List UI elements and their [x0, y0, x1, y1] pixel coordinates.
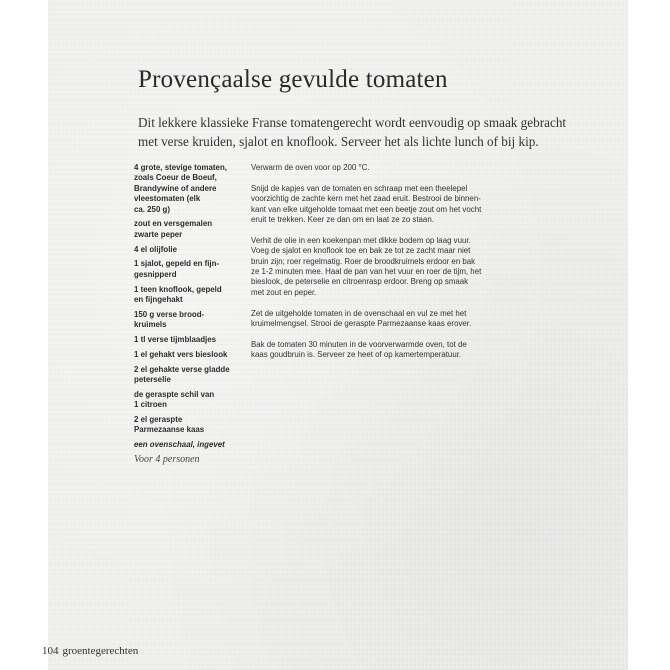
method-step	[251, 236, 571, 298]
method-line: kaas goudbruin is. Serveer ze heet of op kamertemperatuur.	[251, 350, 462, 360]
ingredient-item	[134, 259, 264, 280]
ingredient-line: 1 citroen	[134, 400, 167, 410]
equipment-note	[134, 440, 264, 450]
method-line: ze 1-2 minuten mee. Haal de pan van het vuur en roer de tijm, het	[251, 267, 482, 277]
method-line: met zout en peper.	[251, 287, 317, 297]
recipe-title: Provençaalse gevulde tomaten	[138, 66, 448, 93]
ingredient-line: de geraspte schil van	[134, 389, 215, 399]
ingredient-line: 2 el gehakte verse gladde	[134, 364, 230, 374]
section-name: groentegerechten	[62, 645, 139, 657]
ingredient-line: kruimels	[134, 320, 167, 330]
ingredient-line: Brandywine of andere	[134, 183, 217, 193]
method-line: bruin zijn; roer regelmatig. Roer de broodkruimels erdoor en bak	[251, 256, 476, 266]
method-step	[251, 163, 571, 173]
ingredient-item	[134, 390, 264, 411]
ingredient-item	[134, 163, 264, 215]
intro-line: met verse kruiden, sjalot en knoflook. Serveer het als lichte lunch of bij kip.	[138, 134, 539, 149]
method-line: kant van elke uitgeholde tomaat met een beetje zout om het vocht	[251, 204, 482, 214]
equipment-line: een ovenschaal, ingevet	[134, 440, 225, 450]
recipe-intro	[138, 113, 608, 151]
ingredient-line: 4 el olijfolie	[134, 244, 177, 254]
method-line: Snijd de kapjes van de tomaten en schraap met een theelepel	[251, 183, 468, 193]
ingredient-item	[134, 335, 264, 345]
method-line: Verwarm de oven voor op 200 °C.	[251, 163, 370, 172]
ingredient-item	[134, 219, 264, 240]
servings: Voor 4 personen	[134, 454, 200, 466]
ingredient-line: 1 el gehakt vers bieslook	[134, 349, 228, 359]
ingredient-item	[134, 365, 264, 386]
ingredient-line: gesnipperd	[134, 269, 177, 279]
ingredient-line: en fijngehakt	[134, 295, 183, 305]
ingredient-item	[134, 415, 264, 436]
ingredient-line: vleestomaten (elk	[134, 194, 201, 204]
method-step	[251, 340, 571, 361]
method-step	[251, 184, 571, 226]
method-line: kruimelmengsel. Strooi de geraspte Parmezaanse kaas erover.	[251, 319, 472, 329]
method-line: Voeg de sjalot en knoflook toe en bak ze tot ze zacht maar niet	[251, 246, 471, 256]
ingredient-line: peterselie	[134, 375, 171, 385]
method-line: Verhit de olie in een koekenpan met dikke bodem op laag vuur.	[251, 235, 471, 245]
recipe-page	[48, 0, 628, 670]
method-line: eruit te trekken. Keer ze dan om en laat ze zo staan.	[251, 215, 434, 225]
page-number: 104	[42, 645, 59, 657]
ingredient-line: 1 sjalot, gepeld en fijn-	[134, 259, 220, 269]
ingredient-line: zout en versgemalen	[134, 219, 213, 229]
ingredient-line: 150 g verse brood-	[134, 309, 205, 319]
ingredient-item	[134, 245, 264, 255]
method-step	[251, 309, 571, 330]
method-line: Zet de uitgeholde tomaten in de ovenschaal en vul ze met het	[251, 308, 467, 318]
page-footer	[42, 645, 138, 657]
ingredient-list	[134, 163, 264, 465]
ingredient-line: 2 el geraspte	[134, 415, 183, 425]
method-line: Bak de tomaten 30 minuten in de voorverwarmde oven, tot de	[251, 339, 467, 349]
ingredient-line: 1 tl verse tijmblaadjes	[134, 335, 217, 345]
intro-line: Dit lekkere klassieke Franse tomatengerecht wordt eenvoudig op smaak gebracht	[138, 115, 567, 130]
method-line: voorzichtig de zachte kern met het zaad eruit. Bestrooi de binnen-	[251, 194, 481, 204]
ingredient-line: 4 grote, stevige tomaten,	[134, 163, 227, 172]
ingredient-item	[134, 285, 264, 306]
ingredient-item	[134, 350, 264, 360]
method-steps	[251, 163, 571, 371]
ingredient-line: Parmezaanse kaas	[134, 425, 205, 435]
ingredient-line: ca. 250 g)	[134, 204, 170, 214]
ingredient-line: zoals Coeur de Boeuf,	[134, 173, 217, 183]
method-line: bieslook, de peterselie en citroenrasp erdoor. Breng op smaak	[251, 277, 469, 287]
ingredient-line: zwarte peper	[134, 229, 183, 239]
ingredient-line: 1 teen knoflook, gepeld	[134, 284, 222, 294]
ingredient-item	[134, 310, 264, 331]
